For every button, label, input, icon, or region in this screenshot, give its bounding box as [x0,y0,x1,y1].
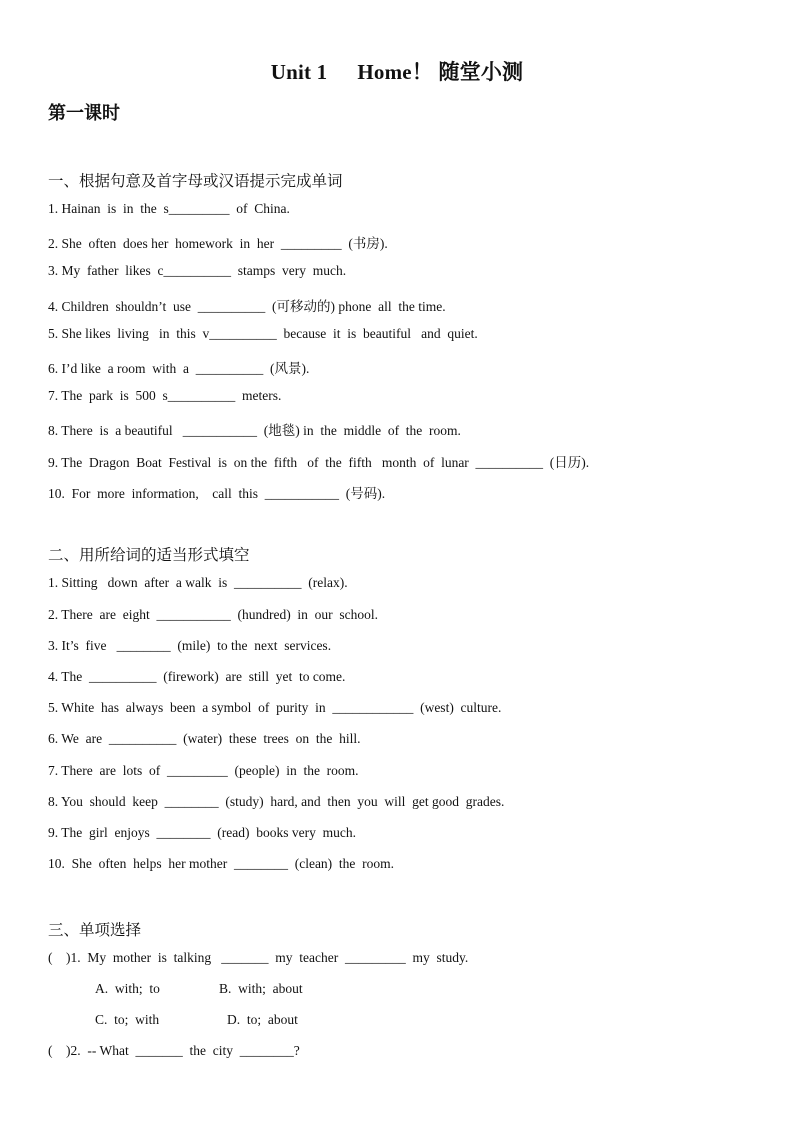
title-unit: Unit 1 [270,60,328,84]
section3-heading: 三、单项选择 [48,922,142,939]
section2-item: 2. There are eight ___________ (hundred) in our school. [48,607,379,622]
section1-item: 9. The Dragon Boat Festival is on the fifth of the fifth month of lunar __________ (日历). [48,455,590,470]
option-b: B. with; about [219,981,303,996]
title-cn: 随堂小测 [438,60,524,84]
section2-item: 1. Sitting down after a walk is __________ (relax). [48,575,348,590]
section1-heading: 一、根据句意及首字母或汉语提示完成单词 [48,173,343,190]
section1-item: 10. For more information, call this ___________ (号码). [48,486,386,501]
section2-item: 6. We are __________ (water) these trees on the hill. [48,731,361,746]
lesson-label: 第一课时 [48,103,120,123]
section2-item: 4. The __________ (firework) are still yet to come. [48,669,346,684]
section1-item: 8. There is a beautiful ___________ (地毯) in the middle of the room. [48,423,461,438]
section1-item: 6. I’d like a room with a __________ (风景). [48,361,310,376]
section1-item: 4. Children shouldn’t use __________ (可移动的) phone all the time. [48,299,446,314]
question-2: ( )2. -- What _______ the city ________? [48,1043,300,1058]
section2-item: 5. White has always been a symbol of purity in ____________ (west) culture. [48,700,502,715]
section2-item: 9. The girl enjoys ________ (read) books very much. [48,825,356,840]
section2-item: 8. You should keep ________ (study) hard, and then you will get good grades. [48,794,505,809]
option-a: A. with; to [95,981,160,996]
question-1: ( )1. My mother is talking _______ my teacher _________ my study. [48,950,469,965]
page-title [0,56,794,86]
title-home: Home！ [357,60,433,84]
section1-item: 1. Hainan is in the s_________ of China. [48,201,290,216]
section2-item: 10. She often helps her mother ________ (clean) the room. [48,856,395,871]
section1-item: 5. She likes living in this v__________ because it is beautiful and quiet. [48,326,478,341]
section1-item: 7. The park is 500 s__________ meters. [48,388,282,403]
option-d: D. to; about [227,1012,298,1027]
section2-heading: 二、用所给词的适当形式填空 [48,547,250,564]
option-c: C. to; with [95,1012,160,1027]
section2-item: 7. There are lots of _________ (people) in the room. [48,763,359,778]
section2-item: 3. It’s five ________ (mile) to the next services. [48,638,332,653]
section1-item: 3. My father likes c__________ stamps very much. [48,263,347,278]
section1-item: 2. She often does her homework in her _________ (书房). [48,236,388,251]
